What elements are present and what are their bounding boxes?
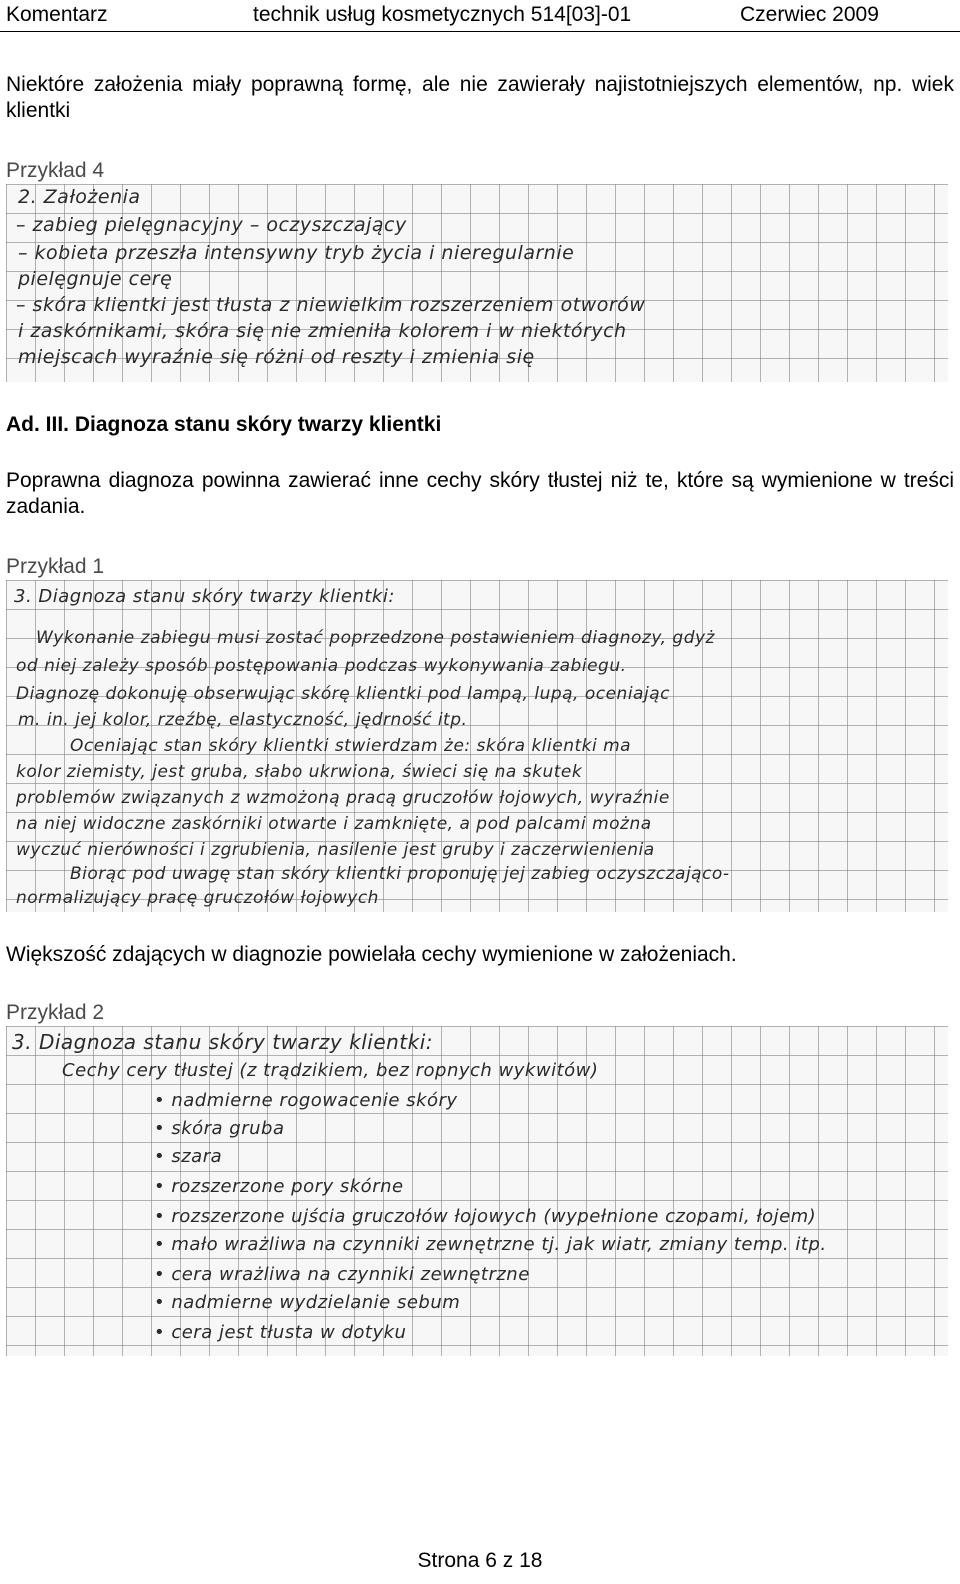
handwriting-line: Biorąc pod uwagę stan skóry klientki proponuję jej zabieg oczyszczająco- <box>70 864 730 884</box>
handwriting-line: • mało wrażliwa na czynniki zewnętrzne tj. jak wiatr, zmiany temp. itp. <box>154 1234 827 1255</box>
handwriting-line: problemów związanych z wzmożoną pracą gruczołów łojowych, wyraźnie <box>16 788 670 808</box>
handwriting-line: 3. Diagnoza stanu skóry twarzy klientki: <box>12 1030 434 1054</box>
handwriting-line: pielęgnuje cerę <box>18 268 173 290</box>
example-4-handwriting-scan <box>6 184 948 382</box>
header-right: Czerwiec 2009 <box>740 3 879 26</box>
handwriting-line: na niej widoczne zaskórniki otwarte i zamknięte, a pod palcami można <box>16 814 652 834</box>
handwriting-line: wyczuć nierówności i zgrubienia, nasilenie jest gruby i zaczerwienienia <box>16 840 655 860</box>
handwriting-line: 2. Założenia <box>18 186 141 208</box>
example-2-label: Przykład 2 <box>6 1001 105 1024</box>
section-paragraph: Poprawna diagnoza powinna zawierać inne cechy skóry tłustej niż te, które są wymienione w treści zadania. <box>6 469 954 518</box>
header-divider <box>0 31 960 32</box>
handwriting-line: • nadmierne wydzielanie sebum <box>154 1292 461 1313</box>
header-center: technik usług kosmetycznych 514[03]-01 <box>253 3 632 26</box>
handwriting-line: 3. Diagnoza stanu skóry twarzy klientki: <box>14 586 395 607</box>
handwriting-line: i zaskórnikami, skóra się nie zmieniła kolorem i w niektórych <box>18 320 627 342</box>
summary-paragraph: Większość zdających w diagnozie powielała cechy wymienione w założeniach. <box>6 943 737 966</box>
example-4-label: Przykład 4 <box>6 159 105 182</box>
handwriting-line: • szara <box>154 1146 223 1167</box>
handwriting-line: Wykonanie zabiegu musi zostać poprzedzone postawieniem diagnozy, gdyż <box>36 628 715 648</box>
handwriting-line: – skóra klientki jest tłusta z niewielkim rozszerzeniem otworów <box>16 294 646 316</box>
header-left: Komentarz <box>6 3 108 26</box>
example-1-label: Przykład 1 <box>6 555 105 578</box>
handwriting-line: • rozszerzone pory skórne <box>154 1176 404 1197</box>
example-2-handwriting-scan <box>6 1026 948 1356</box>
page-number: Strona 6 z 18 <box>417 1549 543 1572</box>
section-heading: Ad. III. Diagnoza stanu skóry twarzy klientki <box>6 413 442 436</box>
handwriting-line: • cera jest tłusta w dotyku <box>154 1322 407 1343</box>
page-header <box>0 0 960 34</box>
handwriting-line: Cechy cery tłustej (z trądzikiem, bez ropnych wykwitów) <box>62 1060 599 1081</box>
handwriting-line: m. in. jej kolor, rzeźbę, elastyczność, jędrność itp. <box>18 710 468 730</box>
handwriting-line: normalizujący pracę gruczołów łojowych <box>16 888 379 908</box>
handwriting-line: • nadmierne rogowacenie skóry <box>154 1090 458 1111</box>
handwriting-line: Diagnozę dokonuję obserwując skórę klientki pod lampą, lupą, oceniając <box>16 684 670 704</box>
handwriting-line: • cera wrażliwa na czynniki zewnętrzne <box>154 1264 530 1285</box>
handwriting-line: kolor ziemisty, jest gruba, słabo ukrwiona, świeci się na skutek <box>16 762 583 782</box>
handwriting-line: – zabieg pielęgnacyjny – oczyszczający <box>16 214 407 236</box>
handwriting-line: – kobieta przeszła intensywny tryb życia i nieregularnie <box>18 242 575 264</box>
handwriting-line: Oceniając stan skóry klientki stwierdzam że: skóra klientki ma <box>70 736 632 756</box>
handwriting-line: od niej zależy sposób postępowania podczas wykonywania zabiegu. <box>16 656 627 676</box>
intro-paragraph: Niektóre założenia miały poprawną formę, ale nie zawierały najistotniejszych elementów, np. wiek klientki <box>6 73 954 122</box>
handwriting-line: • skóra gruba <box>154 1118 285 1139</box>
example-1-handwriting-scan <box>6 580 948 912</box>
handwriting-line: • rozszerzone ujścia gruczołów łojowych (wypełnione czopami, łojem) <box>154 1206 817 1227</box>
handwriting-line: miejscach wyraźnie się różni od reszty i zmienia się <box>18 346 535 368</box>
